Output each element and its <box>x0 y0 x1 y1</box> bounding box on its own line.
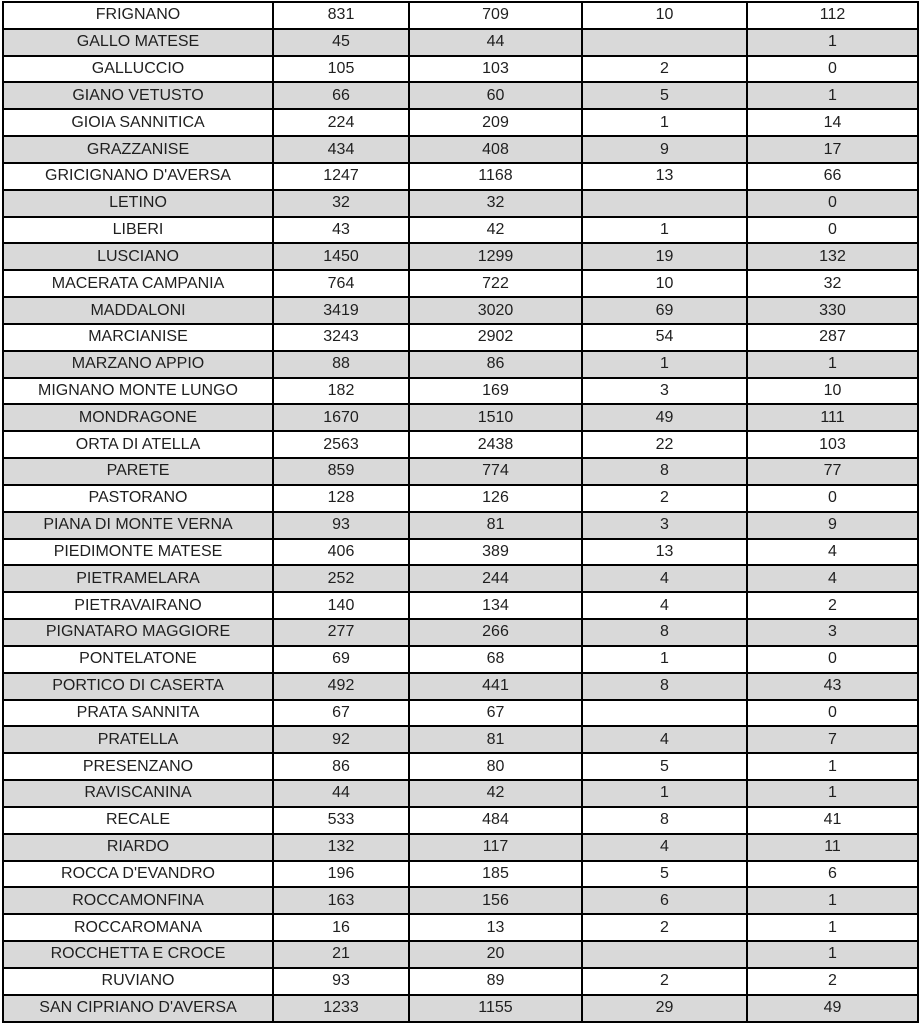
value-cell: 1247 <box>273 163 409 190</box>
value-cell: 8 <box>582 673 747 700</box>
value-cell: 69 <box>273 646 409 673</box>
value-cell: 1 <box>747 914 918 941</box>
value-cell: 2563 <box>273 431 409 458</box>
value-cell: 66 <box>273 82 409 109</box>
value-cell: 4 <box>747 565 918 592</box>
table-row <box>3 807 918 834</box>
value-cell: 1 <box>747 941 918 968</box>
value-cell: 1510 <box>409 404 582 431</box>
value-cell: 19 <box>582 243 747 270</box>
value-cell: 209 <box>409 109 582 136</box>
value-cell: 45 <box>273 29 409 56</box>
table-row <box>3 753 918 780</box>
table-row <box>3 217 918 244</box>
table-row <box>3 324 918 351</box>
value-cell: 22 <box>582 431 747 458</box>
table-body <box>3 2 918 1022</box>
value-cell: 21 <box>273 941 409 968</box>
value-cell: 1 <box>747 29 918 56</box>
value-cell: 406 <box>273 539 409 566</box>
value-cell: 16 <box>273 914 409 941</box>
municipality-cell: GIOIA SANNITICA <box>3 109 273 136</box>
value-cell <box>582 190 747 217</box>
table-row <box>3 887 918 914</box>
value-cell: 81 <box>409 726 582 753</box>
municipality-cell: ROCCAMONFINA <box>3 887 273 914</box>
table-row <box>3 700 918 727</box>
municipality-cell: PARETE <box>3 458 273 485</box>
value-cell: 0 <box>747 56 918 83</box>
value-cell: 132 <box>273 834 409 861</box>
value-cell: 169 <box>409 378 582 405</box>
value-cell: 77 <box>747 458 918 485</box>
value-cell: 287 <box>747 324 918 351</box>
value-cell: 103 <box>747 431 918 458</box>
value-cell: 81 <box>409 512 582 539</box>
value-cell: 484 <box>409 807 582 834</box>
table-row <box>3 190 918 217</box>
value-cell: 68 <box>409 646 582 673</box>
value-cell: 134 <box>409 592 582 619</box>
value-cell: 5 <box>582 861 747 888</box>
table-row <box>3 243 918 270</box>
value-cell: 41 <box>747 807 918 834</box>
value-cell: 17 <box>747 136 918 163</box>
value-cell: 1168 <box>409 163 582 190</box>
municipality-cell: ROCCAROMANA <box>3 914 273 941</box>
table-row <box>3 941 918 968</box>
table-row <box>3 726 918 753</box>
value-cell: 105 <box>273 56 409 83</box>
value-cell: 441 <box>409 673 582 700</box>
value-cell: 10 <box>582 270 747 297</box>
table-row <box>3 29 918 56</box>
municipality-cell: LUSCIANO <box>3 243 273 270</box>
value-cell: 1 <box>582 780 747 807</box>
value-cell: 0 <box>747 217 918 244</box>
table-row <box>3 780 918 807</box>
value-cell: 831 <box>273 2 409 29</box>
value-cell: 43 <box>273 217 409 244</box>
municipality-cell: ORTA DI ATELLA <box>3 431 273 458</box>
value-cell: 4 <box>582 565 747 592</box>
table-row <box>3 592 918 619</box>
value-cell: 330 <box>747 297 918 324</box>
municipality-data-table-container <box>2 1 917 1023</box>
value-cell: 111 <box>747 404 918 431</box>
table-row <box>3 565 918 592</box>
municipality-cell: RECALE <box>3 807 273 834</box>
value-cell: 266 <box>409 619 582 646</box>
municipality-cell: PIETRAMELARA <box>3 565 273 592</box>
value-cell: 2 <box>582 485 747 512</box>
value-cell: 5 <box>582 82 747 109</box>
value-cell: 252 <box>273 565 409 592</box>
table-row <box>3 351 918 378</box>
municipality-cell: GALLUCCIO <box>3 56 273 83</box>
value-cell: 49 <box>747 995 918 1022</box>
value-cell: 533 <box>273 807 409 834</box>
table-row <box>3 861 918 888</box>
value-cell: 44 <box>409 29 582 56</box>
table-row <box>3 56 918 83</box>
value-cell <box>582 29 747 56</box>
table-row <box>3 539 918 566</box>
municipality-cell: PIETRAVAIRANO <box>3 592 273 619</box>
table-row <box>3 968 918 995</box>
value-cell: 277 <box>273 619 409 646</box>
table-row <box>3 136 918 163</box>
value-cell: 408 <box>409 136 582 163</box>
value-cell: 0 <box>747 190 918 217</box>
value-cell: 92 <box>273 726 409 753</box>
municipality-cell: MARZANO APPIO <box>3 351 273 378</box>
municipality-cell: SAN CIPRIANO D'AVERSA <box>3 995 273 1022</box>
value-cell: 89 <box>409 968 582 995</box>
municipality-cell: LIBERI <box>3 217 273 244</box>
value-cell: 3020 <box>409 297 582 324</box>
value-cell: 2902 <box>409 324 582 351</box>
value-cell: 389 <box>409 539 582 566</box>
value-cell: 156 <box>409 887 582 914</box>
table-row <box>3 619 918 646</box>
value-cell: 126 <box>409 485 582 512</box>
value-cell: 8 <box>582 807 747 834</box>
municipality-cell: GIANO VETUSTO <box>3 82 273 109</box>
value-cell: 4 <box>747 539 918 566</box>
value-cell: 88 <box>273 351 409 378</box>
municipality-cell: LETINO <box>3 190 273 217</box>
municipality-cell: PASTORANO <box>3 485 273 512</box>
value-cell: 2 <box>582 56 747 83</box>
value-cell: 4 <box>582 834 747 861</box>
municipality-cell: PIEDIMONTE MATESE <box>3 539 273 566</box>
value-cell: 86 <box>409 351 582 378</box>
value-cell: 69 <box>582 297 747 324</box>
value-cell: 1 <box>582 646 747 673</box>
value-cell: 42 <box>409 217 582 244</box>
municipality-cell: GRICIGNANO D'AVERSA <box>3 163 273 190</box>
value-cell: 1 <box>582 109 747 136</box>
value-cell: 29 <box>582 995 747 1022</box>
value-cell: 492 <box>273 673 409 700</box>
municipality-cell: MONDRAGONE <box>3 404 273 431</box>
value-cell: 13 <box>582 539 747 566</box>
municipality-cell: MACERATA CAMPANIA <box>3 270 273 297</box>
value-cell: 224 <box>273 109 409 136</box>
value-cell: 7 <box>747 726 918 753</box>
municipality-cell: ROCCHETTA E CROCE <box>3 941 273 968</box>
table-row <box>3 82 918 109</box>
value-cell: 1 <box>747 780 918 807</box>
value-cell: 163 <box>273 887 409 914</box>
value-cell: 1 <box>747 887 918 914</box>
value-cell: 764 <box>273 270 409 297</box>
value-cell: 709 <box>409 2 582 29</box>
municipality-cell: PONTELATONE <box>3 646 273 673</box>
value-cell: 1 <box>747 753 918 780</box>
municipality-cell: ROCCA D'EVANDRO <box>3 861 273 888</box>
table-row <box>3 297 918 324</box>
municipality-cell: MARCIANISE <box>3 324 273 351</box>
value-cell: 80 <box>409 753 582 780</box>
value-cell: 117 <box>409 834 582 861</box>
municipality-cell: PRATELLA <box>3 726 273 753</box>
value-cell: 722 <box>409 270 582 297</box>
value-cell: 67 <box>273 700 409 727</box>
table-row <box>3 270 918 297</box>
table-row <box>3 2 918 29</box>
value-cell: 3 <box>582 378 747 405</box>
value-cell: 54 <box>582 324 747 351</box>
value-cell: 9 <box>582 136 747 163</box>
value-cell: 128 <box>273 485 409 512</box>
value-cell: 60 <box>409 82 582 109</box>
value-cell: 66 <box>747 163 918 190</box>
municipality-cell: GALLO MATESE <box>3 29 273 56</box>
value-cell: 8 <box>582 619 747 646</box>
municipality-cell: FRIGNANO <box>3 2 273 29</box>
value-cell: 3 <box>747 619 918 646</box>
value-cell: 14 <box>747 109 918 136</box>
value-cell: 774 <box>409 458 582 485</box>
value-cell: 0 <box>747 700 918 727</box>
value-cell: 4 <box>582 726 747 753</box>
municipality-data-table <box>2 1 919 1023</box>
value-cell: 244 <box>409 565 582 592</box>
table-row <box>3 458 918 485</box>
value-cell: 1299 <box>409 243 582 270</box>
value-cell: 1 <box>747 82 918 109</box>
value-cell: 32 <box>409 190 582 217</box>
value-cell: 43 <box>747 673 918 700</box>
municipality-cell: PRESENZANO <box>3 753 273 780</box>
table-row <box>3 646 918 673</box>
table-row <box>3 378 918 405</box>
value-cell: 1155 <box>409 995 582 1022</box>
municipality-cell: PIGNATARO MAGGIORE <box>3 619 273 646</box>
value-cell: 6 <box>747 861 918 888</box>
value-cell: 5 <box>582 753 747 780</box>
value-cell: 1233 <box>273 995 409 1022</box>
value-cell: 1 <box>747 351 918 378</box>
value-cell: 49 <box>582 404 747 431</box>
municipality-cell: GRAZZANISE <box>3 136 273 163</box>
table-row <box>3 673 918 700</box>
table-row <box>3 485 918 512</box>
municipality-cell: PIANA DI MONTE VERNA <box>3 512 273 539</box>
value-cell: 140 <box>273 592 409 619</box>
municipality-cell: PRATA SANNITA <box>3 700 273 727</box>
municipality-cell: MIGNANO MONTE LUNGO <box>3 378 273 405</box>
value-cell: 93 <box>273 968 409 995</box>
value-cell: 44 <box>273 780 409 807</box>
value-cell: 859 <box>273 458 409 485</box>
value-cell: 10 <box>582 2 747 29</box>
value-cell: 11 <box>747 834 918 861</box>
table-row <box>3 404 918 431</box>
value-cell: 0 <box>747 485 918 512</box>
value-cell: 20 <box>409 941 582 968</box>
value-cell: 132 <box>747 243 918 270</box>
value-cell: 32 <box>273 190 409 217</box>
value-cell: 93 <box>273 512 409 539</box>
value-cell: 185 <box>409 861 582 888</box>
table-row <box>3 995 918 1022</box>
value-cell: 2 <box>747 968 918 995</box>
municipality-cell: PORTICO DI CASERTA <box>3 673 273 700</box>
municipality-cell: MADDALONI <box>3 297 273 324</box>
value-cell: 112 <box>747 2 918 29</box>
value-cell: 8 <box>582 458 747 485</box>
value-cell: 2 <box>747 592 918 619</box>
value-cell: 13 <box>582 163 747 190</box>
value-cell: 9 <box>747 512 918 539</box>
value-cell: 2438 <box>409 431 582 458</box>
table-row <box>3 109 918 136</box>
table-row <box>3 834 918 861</box>
value-cell: 13 <box>409 914 582 941</box>
value-cell: 86 <box>273 753 409 780</box>
value-cell: 32 <box>747 270 918 297</box>
value-cell: 2 <box>582 914 747 941</box>
table-row <box>3 163 918 190</box>
value-cell: 67 <box>409 700 582 727</box>
value-cell: 1670 <box>273 404 409 431</box>
value-cell: 3243 <box>273 324 409 351</box>
value-cell: 10 <box>747 378 918 405</box>
value-cell <box>582 941 747 968</box>
table-row <box>3 512 918 539</box>
municipality-cell: RAVISCANINA <box>3 780 273 807</box>
value-cell: 1450 <box>273 243 409 270</box>
value-cell <box>582 700 747 727</box>
value-cell: 196 <box>273 861 409 888</box>
municipality-cell: RUVIANO <box>3 968 273 995</box>
value-cell: 434 <box>273 136 409 163</box>
value-cell: 6 <box>582 887 747 914</box>
municipality-cell: RIARDO <box>3 834 273 861</box>
value-cell: 103 <box>409 56 582 83</box>
value-cell: 2 <box>582 968 747 995</box>
value-cell: 1 <box>582 217 747 244</box>
table-row <box>3 914 918 941</box>
value-cell: 3419 <box>273 297 409 324</box>
value-cell: 4 <box>582 592 747 619</box>
value-cell: 182 <box>273 378 409 405</box>
value-cell: 42 <box>409 780 582 807</box>
value-cell: 3 <box>582 512 747 539</box>
value-cell: 1 <box>582 351 747 378</box>
table-row <box>3 431 918 458</box>
value-cell: 0 <box>747 646 918 673</box>
